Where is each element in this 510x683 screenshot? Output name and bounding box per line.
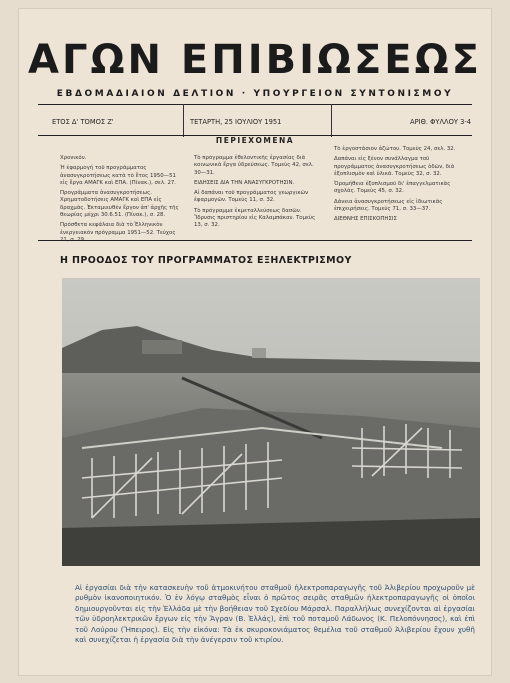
masthead-subtitle: ΕΒΔΟΜΑΔΙΑΙΟΝ ΔΕΛΤΙΟΝ · ΥΠΟΥΡΓΕΙΟΝ ΣΥΝΤΟΝΙΣΜΟΥ (56, 89, 454, 99)
contents-column-1 (60, 155, 182, 247)
construction-photo (62, 278, 480, 566)
date-label: ΤΕΤΑΡΤΗ, 25 ΙΟΥΛΙΟΥ 1951 (190, 118, 282, 126)
contents-heading: ΠΕΡΙΕΧΟΜΕΝΑ (215, 136, 295, 145)
masthead-title: ΑΓΩΝ ΕΠΙΒΙΩΣΕΩΣ (28, 37, 482, 83)
newsletter-page (18, 8, 492, 676)
info-divider-1 (183, 104, 184, 137)
contents-entry: Τὸ ἐργοστάσιον ἀζώτου. Τομεὺς 24, σελ. 32. (334, 146, 456, 152)
construction-photo-image (62, 278, 480, 566)
contents-entry: Χρονικόν. (60, 155, 87, 161)
masthead-rule-top (38, 104, 472, 105)
contents-entry: Δαπάναι εἰς ξένον συνάλλαγμα τοῦ προγράμματος ἀνασυγκροτήσεως ὁδῶν, διὰ ἐξοπλισμὸν καὶ ὑλικά. Τομεὺς 32, σ. 32. (334, 156, 455, 177)
photo-caption: Αἱ ἐργασίαι διὰ τὴν κατασκευὴν τοῦ ἀτμοκινήτου σταθμοῦ ἠλεκτροπαραγωγῆς τοῦ Ἀλιβερίου προχωροῦν μὲ ρυθμὸν ἱκανοποιητικόν. Ὁ ἐν λόγῳ σταθμὸς εἶναι ὁ πρῶτος σειρᾶς σταθμῶν ἠλεκτροπαραγωγῆς οἱ ὁποῖοι δημιουργοῦνται εἰς τὴν Ἑλλάδα μὲ τὴν βοήθειαν τοῦ Σχεδίου Μάρσαλ. Παραλλήλως συνεχίζονται αἱ ἐργασίαι τῶν ὑδροηλεκτρικῶν ἔργων εἰς τὴν Ἄγραν (Β. Ἑλλάς), ἐπὶ τοῦ ποταμοῦ Λάδωνος (Κ. Πελοπόννησος), καὶ ἐπὶ τοῦ Λούρου (Ἤπειρος). Εἰς τὴν εἰκόνα: Τὰ ἐκ σκυροκονιάματος θεμέλια τοῦ σταθμοῦ Ἀλιβερίου ἔχουν χυθῆ καὶ συνεχίζεται ἡ ἐργασία διὰ τὴν ἀνέγερσιν τοῦ κτιρίου. (75, 583, 475, 645)
contents-entry: Δάνεια ἀνασυγκροτήσεως εἰς ἰδιωτικὰς ἐπιχειρήσεις. Τομεὺς 71, σ. 33—37. (334, 198, 443, 213)
contents-rule (38, 240, 472, 241)
contents-column-3 (334, 146, 470, 227)
issue-number-label: ΑΡΙΘ. ΦΥΛΛΟΥ 3-4 (410, 118, 471, 126)
contents-entry: ΕΙΔΗΣΕΙΣ ΔΙΑ ΤΗΝ ΑΝΑΣΥΓΚΡΟΤΗΣΙΝ. (194, 179, 295, 186)
issue-info-bar (38, 115, 472, 135)
contents-entry: Τὸ πρόγραμμα ἐκμεταλλεύσεως δασῶν. Ἵδρυσις πριστηρίου εἰς Καλαμπάκαν. Τομεὺς 13, σ. 32. (194, 207, 316, 229)
contents-entry: Προγράμματα ἀνασυγκροτήσεως. Χρηματοδοτήσεις ΑΜΑΓΚ καὶ ΕΠΑ εἰς δραχμὰς. Ἐκταμιευθέν ἔργον ἀπ' ἀρχῆς τῆς θεωρίας μέχρι 30.6.51. (Πίνακ.), σ. 28. (60, 190, 179, 219)
contents-column-2 (194, 155, 322, 233)
volume-label: ΕΤΟΣ Δ' ΤΟΜΟΣ Ζ' (52, 118, 114, 126)
contents-entry: Πρόσθετα κεφάλαια διὰ τὸ Ἑλληνικὸν ἐνεργειακὸν πρόγραμμα 1951—52. Τεύχος 21, σ. 29. (60, 222, 176, 243)
info-divider-2 (331, 104, 332, 137)
contents-entry: Τὸ πρόγραμμα ἐθελοντικῆς ἐργασίας διὰ κοινωνικὰ ἔργα ὑδρεύσεως. Τομεὺς 42, σελ. 30—31. (194, 155, 314, 176)
article-title: Η ΠΡΟΟΔΟΣ ΤΟΥ ΠΡΟΓΡΑΜΜΑΤΟΣ ΕΞΗΛΕΚΤΡΙΣΜΟΥ (60, 255, 352, 266)
contents-entry: Ή έφαρμογή τοῦ προγράμματος ἀνασυγκροτήσεως κατὰ τὸ ἔτος 1950—51 εἰς ἔργα ΑΜΑΓΚ καὶ ΕΠΑ. (Πίνακ.), σελ. 27. (60, 165, 177, 186)
contents-entry: ΔΙΕΘΝΗΣ ΕΠΙΣΚΟΠΗΣΙΣ (334, 216, 397, 223)
contents-entry: Αἱ δαπάναι τοῦ προγράμματος γεωργικῶν ἐφαρμογῶν. Τομεὺς 11, σ. 32. (194, 190, 309, 204)
contents-entry: Ὁρομήθεια ἐξοπλισμοῦ δι' ἐπαγγελματικὰς σχολάς. Τομεὺς 45, σ. 32. (334, 181, 451, 195)
